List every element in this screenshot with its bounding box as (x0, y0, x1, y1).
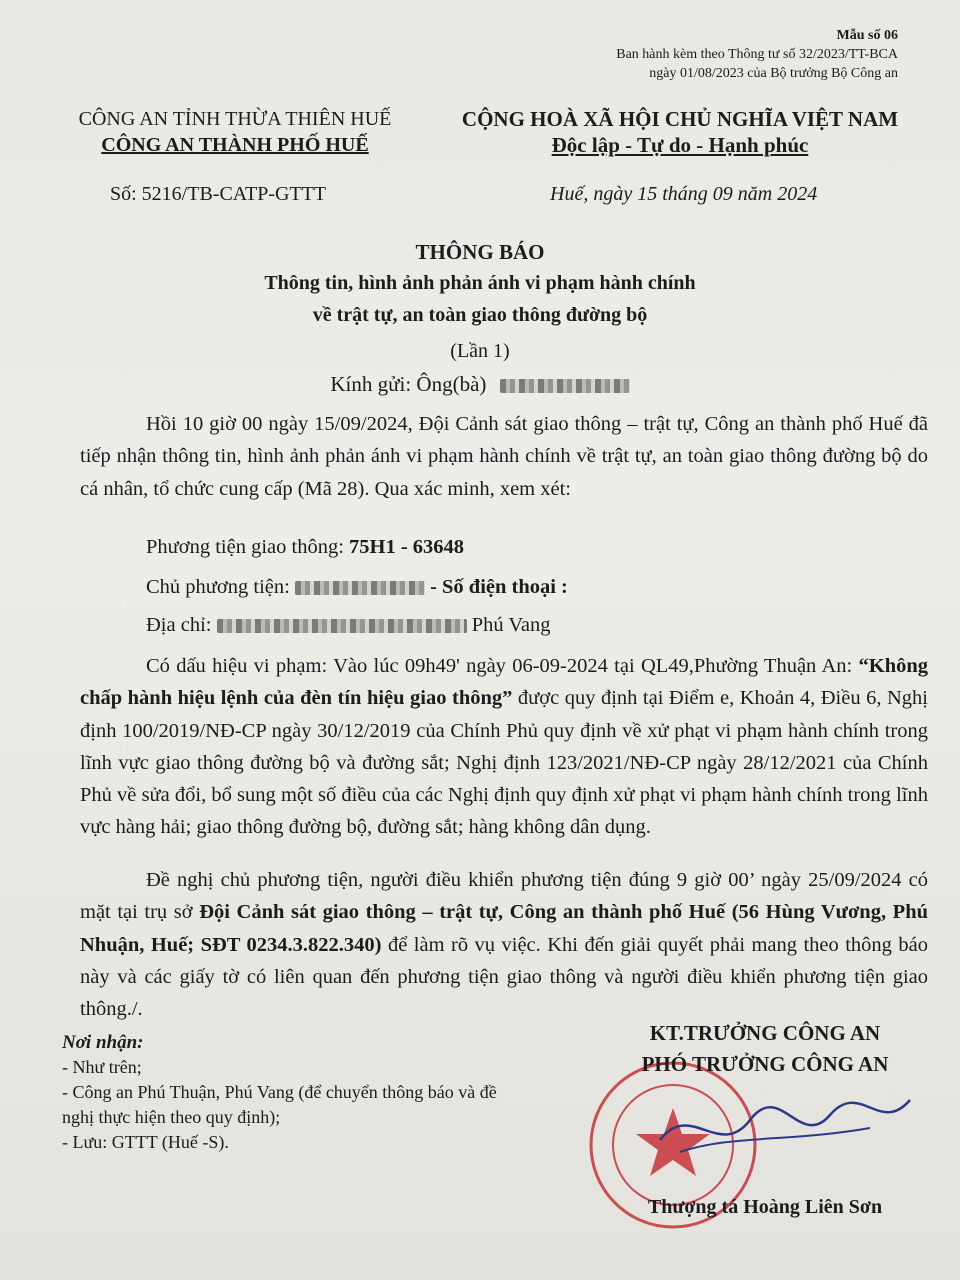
vehicle-line (146, 536, 464, 559)
recipient-item: - Công an Phú Thuận, Phú Vang (để chuyển thông báo và đề nghị thực hiện theo quy định); (62, 1082, 497, 1127)
signature-title (600, 1018, 930, 1080)
addressee-label: Kính gửi: Ông(bà) (330, 372, 487, 396)
redacted-address (217, 619, 467, 633)
owner-line (146, 576, 568, 599)
redacted-owner (295, 581, 425, 595)
recipient-item: - Như trên; (62, 1057, 142, 1077)
recipients-heading: Nơi nhận: (62, 1032, 144, 1053)
recipient-item: - Lưu: GTTT (Huế -S). (62, 1132, 229, 1152)
form-code: Mẫu số 06 (836, 28, 898, 43)
phone-label: - Số điện thoại : (430, 576, 568, 598)
signature-title-line1: KT.TRƯỞNG CÔNG AN (649, 1021, 881, 1045)
owner-label: Chủ phương tiện: (146, 576, 290, 598)
intro-text: Hồi 10 giờ 00 ngày 15/09/2024, Đội Cảnh sát giao thông – trật tự, Công an thành phố Huế đã tiếp nhận thông tin, hình ảnh phản ánh vi phạm hành chính về trật tự, an toàn giao thông đường bộ do cá nhân, tổ chức cung cấp (Mã 28). Qua xác minh, xem xét: (80, 413, 928, 500)
violation-intro: Có dấu hiệu vi phạm: Vào lúc 09h49' ngày 06-09-2024 tại QL49,Phường Thuận An: (146, 655, 859, 677)
nation-line1: CỘNG HOÀ XÃ HỘI CHỦ NGHĨA VIỆT NAM (461, 107, 899, 131)
nation-motto: Độc lập - Tự do - Hạnh phúc (551, 133, 809, 157)
document-round: (Lần 1) (450, 340, 510, 362)
form-issued-line1: Ban hành kèm theo Thông tư số 32/2023/TT-BCA (616, 47, 898, 62)
violation-description: “Không chấp hành hiệu lệnh của đèn tín hiệu giao thông” (80, 655, 928, 710)
signature-title-line2: PHÓ TRƯỞNG CÔNG AN (641, 1052, 889, 1076)
nation-header (440, 106, 920, 158)
form-issued-line2: ngày 01/08/2023 của Bộ trưởng Bộ Công an (649, 66, 898, 81)
vehicle-plate: 75H1 - 63648 (349, 536, 465, 558)
address-tail: Phú Vang (471, 614, 551, 636)
document-title: THÔNG BÁO (415, 240, 545, 264)
agency-name: CÔNG AN THÀNH PHỐ HUẾ (101, 134, 369, 156)
redacted-name (500, 379, 630, 393)
request-location: Đội Cảnh sát giao thông – trật tự, Công an thành phố Huế (56 Hùng Vương, Phú Nhuận, Huế; SĐT 0234.3.822.340) (80, 901, 929, 956)
handwritten-signature (640, 1080, 920, 1170)
request-instructions: để làm rõ vụ việc. Khi đến giải quyết phải mang theo thông báo này và các giấy tờ có liên quan đến phương tiện giao thông và người điều khiển phương tiện giao thông./. (80, 933, 928, 1021)
request-paragraph (80, 864, 928, 1025)
agency-parent: CÔNG AN TỈNH THỪA THIÊN HUẾ (78, 108, 392, 130)
form-reference (616, 26, 898, 83)
address-line (146, 614, 551, 637)
addressee-line (0, 372, 960, 397)
document-number: Số: 5216/TB-CATP-GTTT (110, 183, 327, 205)
document-date: Huế, ngày 15 tháng 09 năm 2024 (550, 183, 818, 205)
agency-header (40, 106, 430, 158)
violation-paragraph (80, 650, 928, 844)
signer-name: Thượng tá Hoàng Liên Sơn (647, 1196, 883, 1218)
recipients-block (62, 1030, 532, 1155)
address-label: Địa chỉ: (146, 614, 212, 636)
document-subtitle-1: Thông tin, hình ảnh phản ánh vi phạm hành chính (264, 272, 696, 294)
intro-paragraph (80, 408, 928, 505)
violation-legal-basis: được quy định tại Điểm e, Khoản 4, Điều 6, Nghị định 100/2019/NĐ-CP ngày 30/12/2019 của Chính Phủ quy định về xử phạt vi phạm hành chính trong lĩnh vực giao thông đường bộ và đường sắt; Nghị định 123/2021/NĐ-CP ngày 28/12/2021 của Chính Phủ về sửa đổi, bổ sung một số điều của các Nghị định quy định xử phạt vi phạm hành chính trong lĩnh vực hàng hải; giao thông đường bộ, đường sắt; hàng không dân dụng. (80, 687, 929, 839)
document-subtitle-2: về trật tự, an toàn giao thông đường bộ (312, 304, 648, 326)
vehicle-label: Phương tiện giao thông: (146, 536, 344, 558)
request-intro: Đề nghị chủ phương tiện, người điều khiển phương tiện đúng 9 giờ 00’ ngày 25/09/2024 có mặt tại trụ sở (80, 869, 928, 924)
